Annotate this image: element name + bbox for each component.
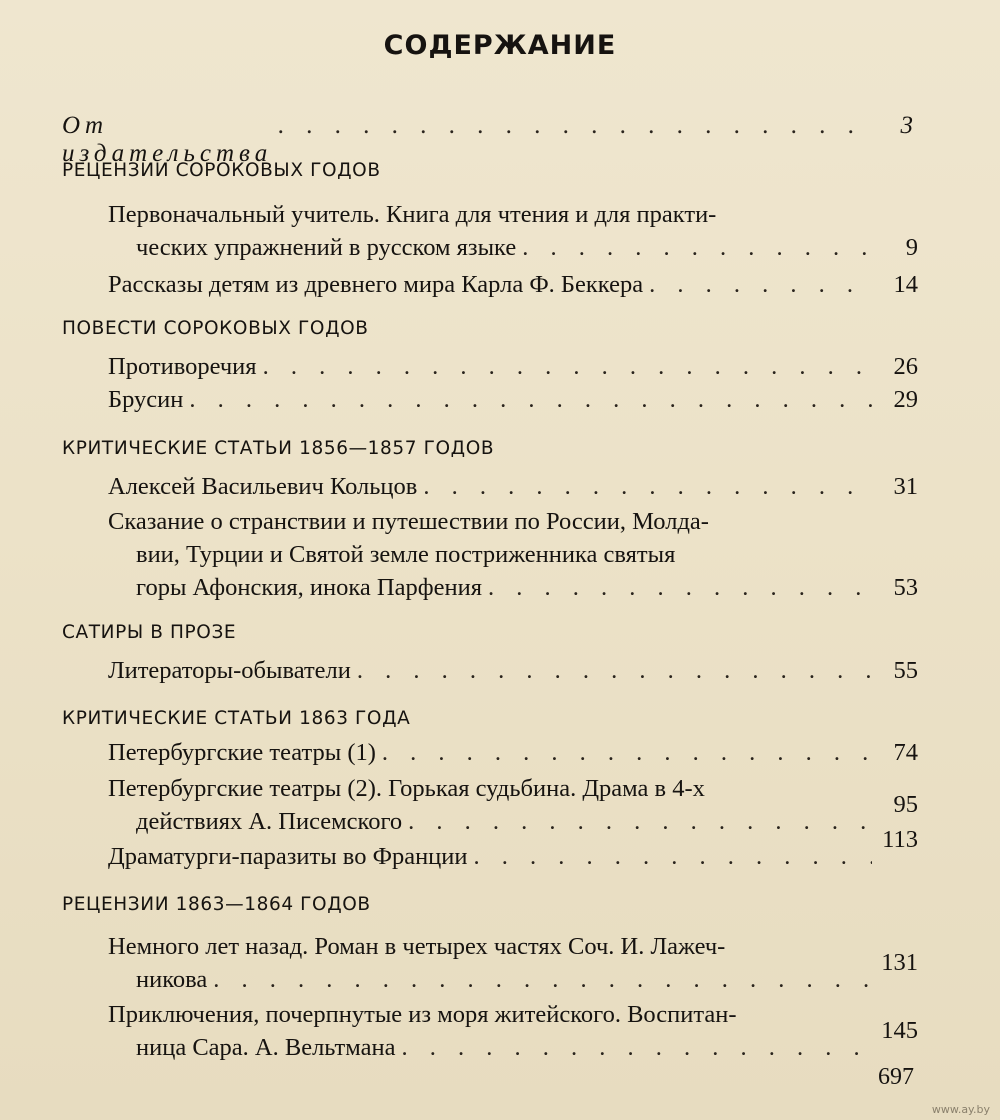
section-heading: САТИРЫ В ПРОЗЕ bbox=[62, 622, 237, 643]
page-number: 26 bbox=[893, 353, 918, 380]
toc-entry bbox=[108, 383, 918, 416]
entry-title-line: Сказание о странствии и путешествии по России, Молда- bbox=[108, 508, 709, 535]
leader-dots bbox=[522, 231, 872, 264]
entry-title-line: Литераторы-обыватели bbox=[108, 657, 351, 684]
page-title: СОДЕРЖАНИЕ bbox=[383, 30, 617, 61]
leader-dots bbox=[423, 470, 872, 503]
page-number: 9 bbox=[905, 234, 918, 261]
toc-entry bbox=[108, 505, 918, 604]
entry-title-line: Первоначальный учитель. Книга для чтения и для практи- bbox=[108, 201, 717, 228]
leader-dots bbox=[263, 350, 872, 383]
leader-dots bbox=[382, 736, 872, 769]
page-number: 3 bbox=[900, 112, 918, 139]
entry-title-line: никова bbox=[136, 966, 208, 993]
entry-title-line: Рассказы детям из древнего мира Карла Ф. Беккера bbox=[108, 271, 644, 298]
toc-entry bbox=[108, 198, 918, 264]
page-number: 113 bbox=[882, 826, 918, 853]
toc-entry bbox=[108, 930, 918, 996]
toc-entry bbox=[108, 470, 918, 503]
entry-title-line: Немного лет назад. Роман в четырех частях Соч. И. Лажеч- bbox=[108, 933, 726, 960]
toc-entry bbox=[108, 268, 918, 301]
toc-entry bbox=[108, 736, 918, 769]
entry-title-line: Петербургские театры (1) bbox=[108, 739, 376, 766]
leader-dots bbox=[278, 112, 872, 140]
page-number: 131 bbox=[881, 949, 918, 976]
entry-title-line: Драматурги-паразиты во Франции bbox=[108, 843, 468, 870]
page-number: 29 bbox=[893, 386, 918, 413]
toc-entry bbox=[108, 654, 918, 687]
toc-entry bbox=[108, 998, 918, 1064]
section-heading: КРИТИЧЕСКИЕ СТАТЬИ 1863 ГОДА bbox=[62, 708, 411, 729]
toc-entry bbox=[108, 826, 918, 873]
entry-title-line: Брусин bbox=[108, 386, 184, 413]
leader-dots bbox=[189, 383, 872, 416]
entry-title-line: вии, Турции и Святой земле постриженника святыя bbox=[136, 541, 676, 568]
section-heading: РЕЦЕНЗИИ СОРОКОВЫХ ГОДОВ bbox=[62, 160, 381, 181]
page-number: 145 bbox=[881, 1017, 918, 1044]
entry-title-line: Противоречия bbox=[108, 353, 257, 380]
entry-title-line: Алексей Васильевич Кольцов bbox=[108, 473, 418, 500]
page-number: 74 bbox=[893, 739, 918, 766]
section-heading: ПОВЕСТИ СОРОКОВЫХ ГОДОВ bbox=[62, 318, 369, 339]
section-heading: КРИТИЧЕСКИЕ СТАТЬИ 1856—1857 ГОДОВ bbox=[62, 438, 495, 459]
toc-entry bbox=[108, 350, 918, 383]
toc-entry bbox=[108, 772, 918, 838]
entry-title-line: действиях А. Писемского bbox=[136, 808, 403, 835]
leader-dots bbox=[488, 571, 872, 604]
entry-title-line: Петербургские театры (2). Горькая судьбина. Драма в 4-х bbox=[108, 775, 705, 802]
entry-title-line: Приключения, почерпнутые из моря житейского. Воспитан- bbox=[108, 1001, 737, 1028]
page-number: 55 bbox=[893, 657, 918, 684]
entry-title: От издательства bbox=[62, 112, 273, 167]
page-number: 31 bbox=[893, 473, 918, 500]
section-heading: РЕЦЕНЗИИ 1863—1864 ГОДОВ bbox=[62, 894, 371, 915]
leader-dots bbox=[357, 654, 872, 687]
watermark: www.ay.by bbox=[931, 1103, 990, 1116]
page-number: 95 bbox=[893, 791, 918, 818]
leader-dots bbox=[649, 268, 872, 301]
leader-dots bbox=[401, 1031, 872, 1064]
leader-dots bbox=[213, 963, 872, 996]
leader-dots bbox=[408, 805, 872, 838]
leader-dots bbox=[474, 840, 872, 873]
entry-title-line: горы Афонския, инока Парфения bbox=[136, 574, 482, 601]
entry-title-line: ница Сара. А. Вельтмана bbox=[136, 1034, 396, 1061]
page-number: 53 bbox=[893, 574, 918, 601]
page-number: 14 bbox=[893, 271, 918, 298]
entry-title-line: ческих упражнений в русском языке bbox=[136, 234, 517, 261]
page-folio-number: 697 bbox=[878, 1064, 914, 1090]
